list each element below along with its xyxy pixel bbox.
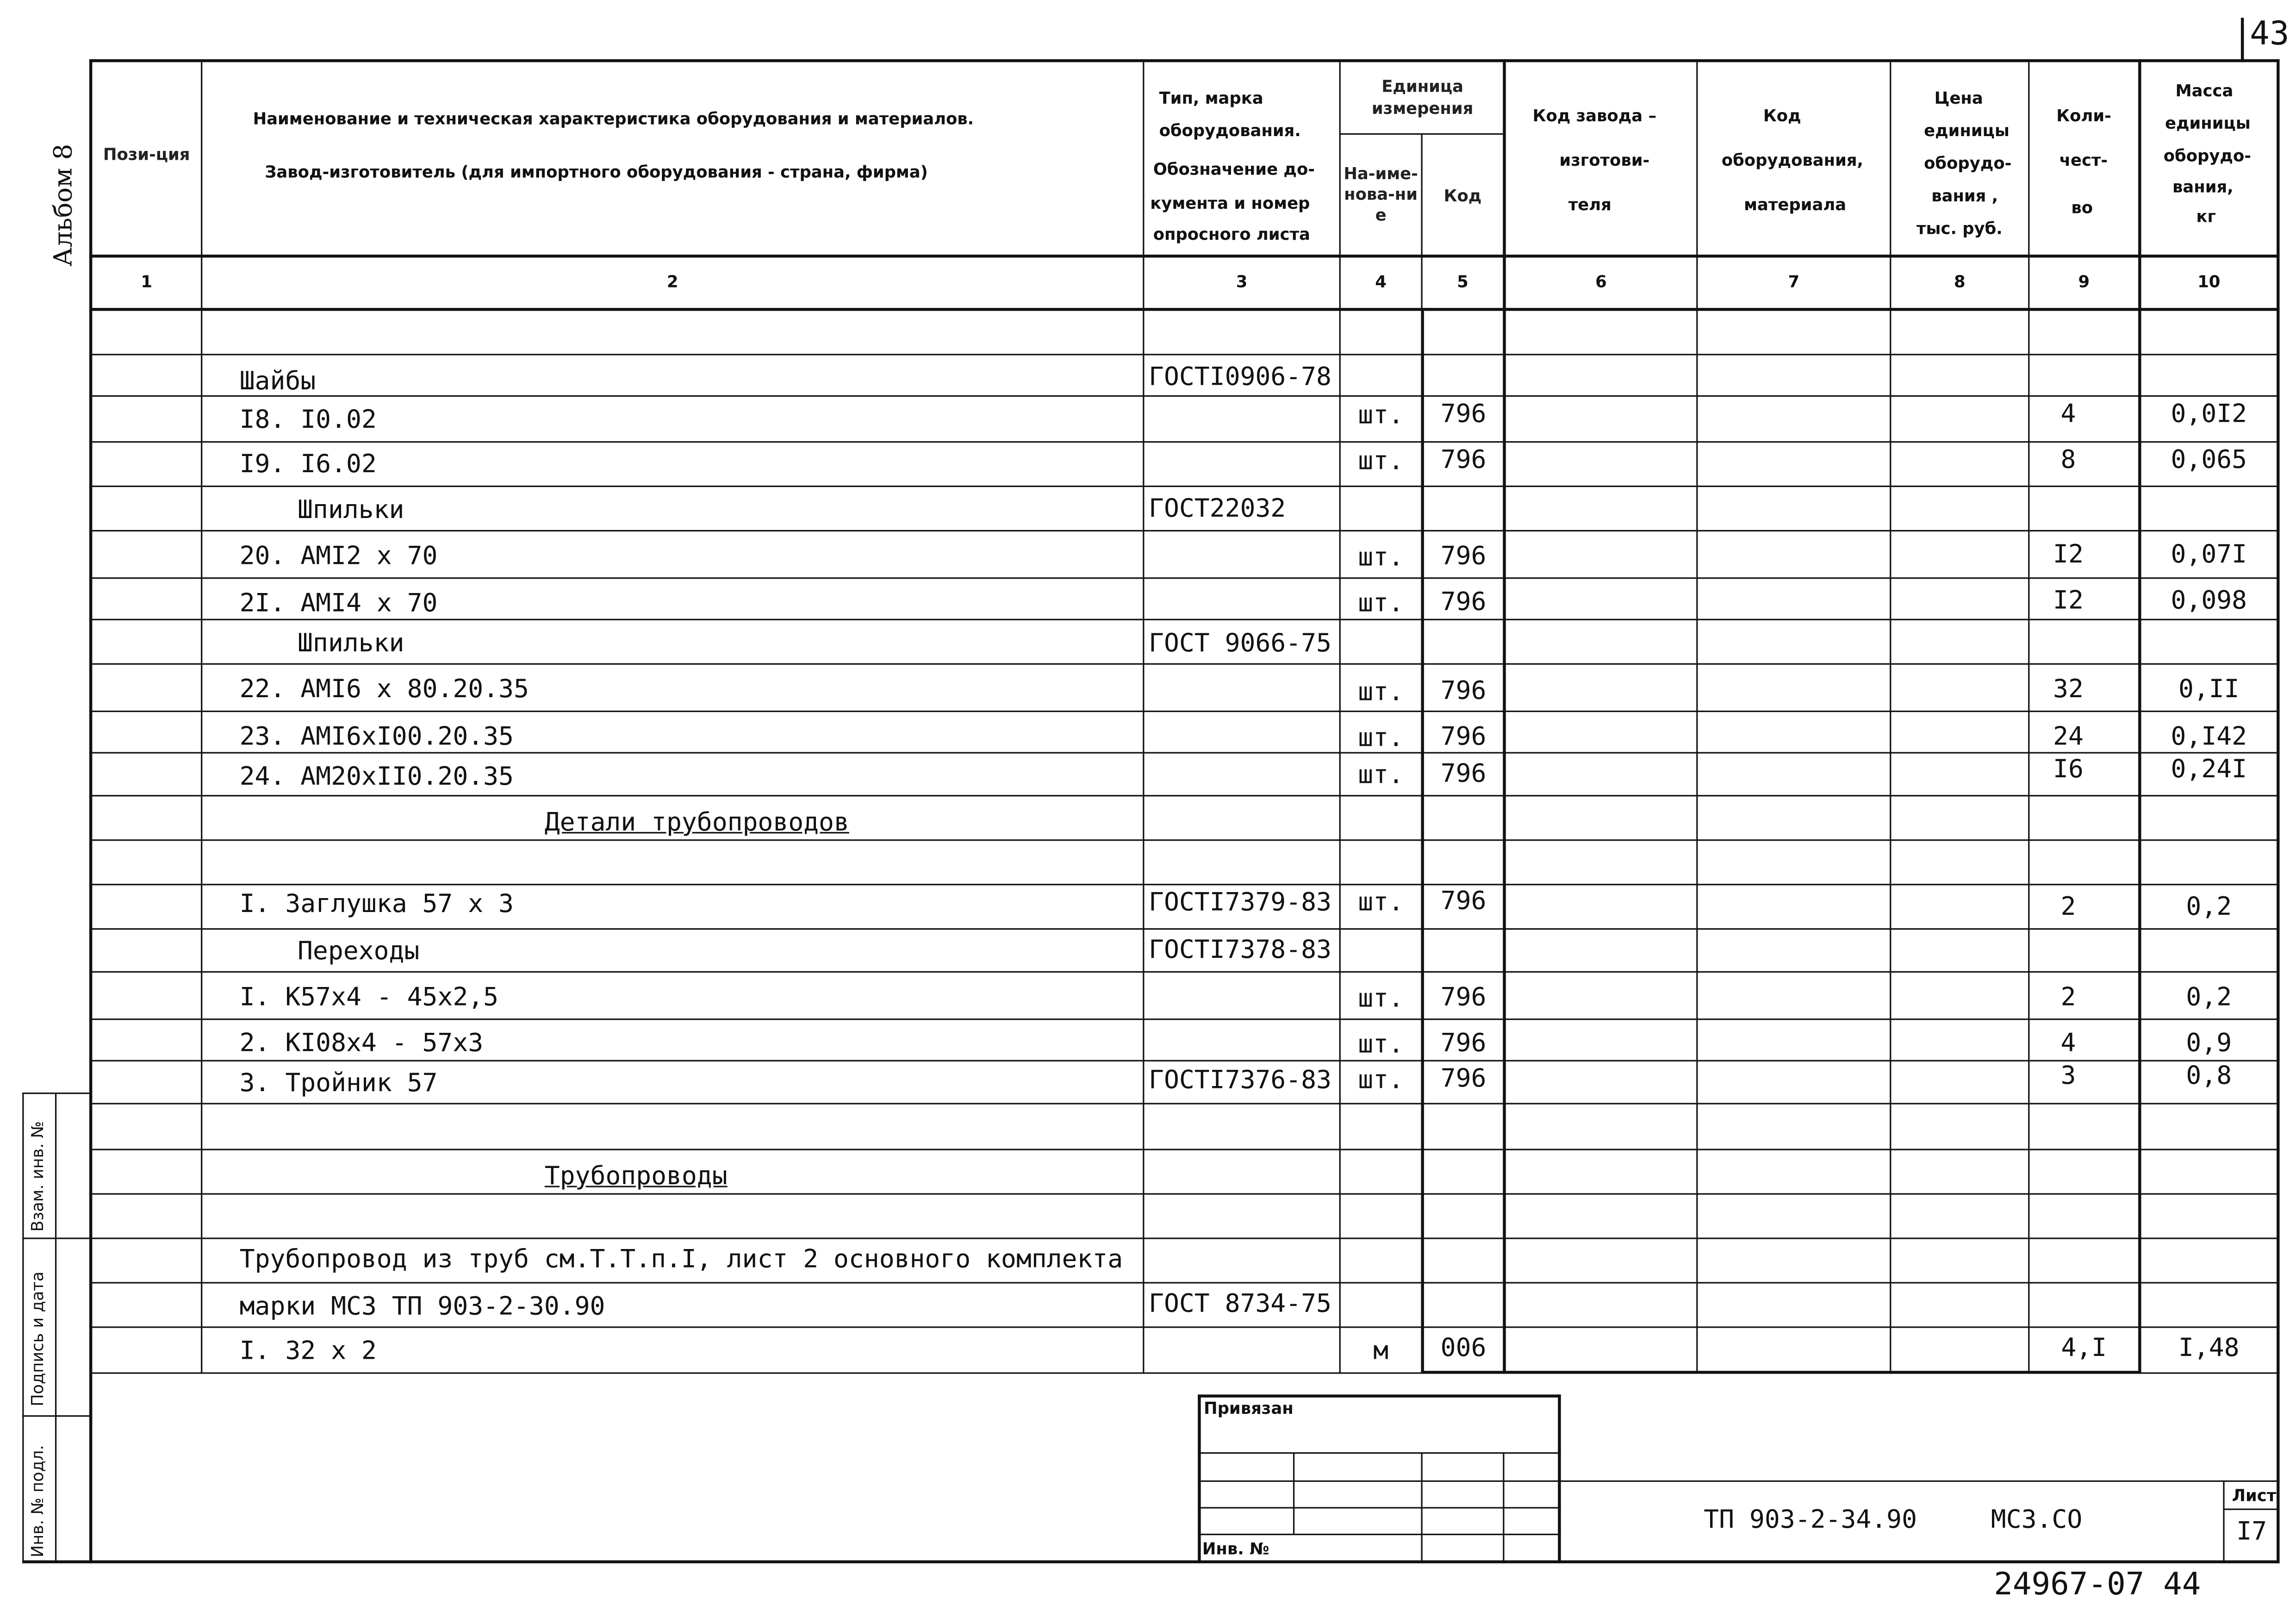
header-price-l1: Цена — [1934, 88, 1983, 108]
col-number: 8 — [1954, 272, 1966, 292]
col-line-1 — [201, 59, 202, 1374]
header-name-line1: Наименование и техническая характеристика оборудования и материалов. — [253, 109, 974, 129]
row-unit: шт. — [1358, 888, 1404, 918]
frame-top — [89, 59, 2280, 62]
row-mass: I,48 — [2178, 1334, 2240, 1364]
row-mass: 0,8 — [2186, 1061, 2232, 1091]
row-doc: ГОСТ 9066-75 — [1149, 629, 1332, 659]
row-line — [89, 971, 2280, 973]
header-eqcode-l1: Код — [1763, 106, 1801, 126]
header-qty-l2: чест- — [2059, 151, 2108, 170]
row-unit: шт. — [1358, 447, 1404, 477]
row-qty: 3 — [2060, 1061, 2076, 1091]
row-name: 23. АМI6хI00.20.35 — [239, 722, 514, 752]
header-type-l3: Обозначение до- — [1153, 160, 1315, 179]
stamp-inv-no: Инв. № — [1202, 1539, 1269, 1559]
stamp-line — [1558, 1394, 1561, 1563]
stamp-line — [2223, 1480, 2224, 1563]
row-code: 796 — [1440, 542, 1487, 572]
stamp-line — [1198, 1394, 1201, 1563]
header-mass-l2: единицы — [2165, 114, 2251, 133]
row-name: I. Заглушка 57 х 3 — [239, 889, 514, 919]
row-code: 796 — [1440, 676, 1487, 706]
row-unit: шт. — [1358, 1030, 1404, 1060]
row-doc: ГОСТI7379-83 — [1149, 888, 1332, 918]
col-number: 7 — [1788, 272, 1800, 292]
header-mass-l1: Масса — [2175, 81, 2234, 101]
stamp-doc-mark: МСЗ.СО — [1991, 1505, 2083, 1536]
col-number: 4 — [1375, 272, 1387, 292]
header-unit-name: На-име-нова-ние — [1344, 164, 1418, 225]
colnum-bottom-line — [89, 308, 2280, 311]
row-code: 796 — [1440, 1064, 1487, 1094]
header-price-l4: вания , — [1931, 186, 1998, 206]
header-factory-l1: Код завода – — [1532, 106, 1657, 126]
stamp-line — [1198, 1480, 2279, 1482]
row-line — [89, 1149, 2280, 1150]
row-doc: ГОСТ 8734-75 — [1149, 1289, 1332, 1319]
row-name: Переходы — [298, 937, 420, 967]
row-line — [89, 1282, 2280, 1283]
row-unit: шт. — [1358, 984, 1404, 1014]
row-unit: шт. — [1358, 724, 1404, 754]
row-line — [89, 1237, 2280, 1239]
stamp-doc-code: ТП 903-2-34.90 — [1704, 1505, 1917, 1536]
header-price-l5: тыс. руб. — [1916, 219, 2003, 238]
row-code: 796 — [1440, 759, 1487, 789]
header-qty-l1: Коли- — [2056, 106, 2111, 126]
row-line — [89, 795, 2280, 796]
row-line — [89, 884, 2280, 885]
margin-line — [55, 1093, 56, 1563]
col-line-5 — [1503, 59, 1506, 1374]
header-bottom-line — [89, 255, 2280, 257]
header-eqcode-l3: материала — [1744, 195, 1847, 215]
row-line — [89, 395, 2280, 397]
row-qty: 4 — [2060, 1029, 2076, 1059]
row-name: 2I. АМI4 х 70 — [239, 589, 438, 619]
row-name: 3. Тройник 57 — [239, 1068, 438, 1099]
col-number: 10 — [2197, 272, 2221, 292]
col-line-2 — [1143, 59, 1144, 1374]
col-line-7 — [1890, 59, 1891, 1374]
row-name: I9. I6.02 — [239, 450, 377, 480]
col-number: 3 — [1236, 272, 1248, 292]
row-unit: шт. — [1358, 543, 1404, 573]
header-qty-l3: во — [2071, 198, 2093, 218]
row-line — [89, 1326, 2280, 1328]
row-name: 24. АМ20хII0.20.35 — [239, 762, 514, 792]
col-line-6 — [1696, 59, 1698, 1374]
row-name: I. К57х4 - 45х2,5 — [239, 983, 499, 1013]
table-bottom-line — [89, 1372, 2280, 1374]
row-qty: 4,I — [2061, 1334, 2107, 1364]
frame-right — [2277, 59, 2279, 1563]
row-code: 796 — [1440, 587, 1487, 618]
row-line — [89, 577, 2280, 579]
row-name: I8. I0.02 — [239, 406, 377, 436]
row-name: Шайбы — [239, 367, 316, 397]
row-code: 796 — [1440, 722, 1487, 752]
col-number: 6 — [1595, 272, 1607, 292]
stamp-line — [1198, 1534, 1561, 1535]
header-mass-l4: вания, — [2172, 177, 2234, 197]
col-line-8 — [2028, 59, 2029, 1374]
row-name: марки МСЗ ТП 903-2-30.90 — [239, 1292, 605, 1322]
row-line — [89, 663, 2280, 665]
col-number: 1 — [141, 272, 152, 292]
header-factory-l3: теля — [1568, 195, 1612, 215]
header-unit-code: Код — [1444, 186, 1482, 205]
row-qty: I6 — [2053, 755, 2084, 785]
header-type-l4: кумента и номер — [1150, 194, 1310, 213]
row-name: 22. АМI6 х 80.20.35 — [239, 675, 529, 705]
header-type-l1: Тип, марка — [1159, 88, 1263, 108]
row-mass: 0,II — [2178, 675, 2240, 705]
row-mass: 0,098 — [2171, 586, 2247, 616]
stamp-line — [1198, 1394, 1561, 1397]
row-doc: ГОСТI7378-83 — [1149, 936, 1332, 965]
top-number-tick — [2241, 18, 2244, 62]
row-doc: ГОСТ22032 — [1149, 494, 1286, 525]
row-qty: 32 — [2053, 675, 2084, 705]
col-number: 5 — [1457, 272, 1468, 292]
header-mass-l5: кг — [2196, 207, 2216, 227]
row-qty: 2 — [2060, 893, 2076, 923]
row-unit: шт. — [1358, 678, 1404, 708]
row-code: 796 — [1440, 1029, 1487, 1059]
header-position: Пози-ция — [103, 145, 190, 164]
margin-line — [22, 1560, 89, 1563]
row-mass: 0,0I2 — [2171, 400, 2247, 430]
margin-line — [22, 1237, 89, 1239]
stamp-list-label: Лист — [2232, 1486, 2277, 1506]
section-heading-pipe-parts: Детали трубопроводов — [544, 808, 849, 838]
stamp-line — [1503, 1452, 1504, 1563]
row-name: Трубопровод из труб см.Т.Т.п.I, лист 2 основного комплекта — [239, 1245, 1123, 1275]
row-line — [89, 839, 2280, 841]
row-code: 796 — [1440, 887, 1487, 917]
stamp-line — [1198, 1452, 1561, 1454]
row-qty: 2 — [2060, 983, 2076, 1013]
row-line — [89, 1103, 2280, 1104]
row-qty: I2 — [2053, 586, 2084, 616]
stamp-list-number: I7 — [2236, 1517, 2267, 1547]
header-name-line2: Завод-изготовитель (для импортного оборудования - страна, фирма) — [265, 162, 928, 182]
col-number: 9 — [2078, 272, 2090, 292]
row-mass: 0,I42 — [2171, 722, 2247, 752]
row-qty: I2 — [2053, 540, 2084, 570]
stamp-line — [1293, 1452, 1294, 1534]
row-unit: шт. — [1358, 401, 1404, 431]
row-doc: ГОСТI0906-78 — [1149, 362, 1332, 393]
album-label: Альбом 8 — [49, 144, 79, 267]
row-mass: 0,24I — [2171, 755, 2247, 785]
row-mass: 0,065 — [2171, 445, 2247, 475]
row-line — [89, 752, 2280, 753]
row-unit: шт. — [1358, 589, 1404, 619]
bottom-number: 24967-07 44 — [1994, 1566, 2201, 1602]
stamp-line — [2223, 1509, 2279, 1510]
margin-label-podpis: Подпись и дата — [28, 1271, 48, 1406]
row-qty: 8 — [2060, 445, 2076, 475]
col-number: 2 — [666, 272, 678, 292]
header-price-l3: оборудо- — [1924, 154, 2012, 174]
row-code: 006 — [1440, 1334, 1487, 1364]
row-name: Шпильки — [298, 496, 404, 526]
row-line — [89, 928, 2280, 930]
row-doc: ГОСТI7376-83 — [1149, 1066, 1332, 1096]
header-price-l2: единицы — [1924, 121, 2010, 141]
row-qty: 4 — [2060, 400, 2076, 430]
row-unit: м — [1373, 1337, 1389, 1367]
row-code: 796 — [1440, 400, 1487, 430]
row-mass: 0,9 — [2186, 1029, 2232, 1059]
header-type-l5: опросного листа — [1153, 225, 1310, 244]
frame-bottom — [89, 1560, 2280, 1563]
header-unit-group: Единица измерения — [1371, 77, 1474, 119]
row-qty: 24 — [2053, 722, 2084, 752]
margin-line — [22, 1093, 24, 1563]
row-name: I. 32 х 2 — [239, 1337, 377, 1367]
row-code: 796 — [1440, 445, 1487, 475]
margin-label-inv-podl: Инв. № подл. — [28, 1445, 48, 1558]
sheet-top-number: 43 — [2250, 16, 2290, 54]
header-factory-l2: изготови- — [1559, 151, 1650, 170]
header-type-l2: оборудования. — [1159, 121, 1301, 141]
row-name: Шпильки — [298, 629, 404, 659]
col-line-3 — [1339, 59, 1341, 1374]
row-mass: 0,2 — [2186, 893, 2232, 923]
row-line — [89, 530, 2280, 531]
row-name: 20. АМI2 х 70 — [239, 542, 438, 572]
row-line — [89, 441, 2280, 443]
row-mass: 0,2 — [2186, 983, 2232, 1013]
stamp-privyazan: Привязан — [1204, 1399, 1294, 1418]
row-code: 796 — [1440, 983, 1487, 1013]
margin-line — [22, 1415, 89, 1417]
margin-label-vzam: Взам. инв. № — [28, 1121, 48, 1232]
row-line — [89, 619, 2280, 620]
row-line — [89, 1060, 2280, 1062]
section-heading-pipelines: Трубопроводы — [544, 1162, 728, 1192]
row-unit: шт. — [1358, 761, 1404, 791]
row-line — [89, 486, 2280, 487]
stamp-line — [1198, 1507, 1561, 1508]
row-line — [89, 1193, 2280, 1194]
row-mass: 0,07I — [2171, 540, 2247, 570]
row-unit: шт. — [1358, 1066, 1404, 1096]
row-line — [89, 354, 2280, 355]
header-eqcode-l2: оборудования, — [1721, 151, 1864, 170]
row-line — [89, 1018, 2280, 1020]
row-name: 2. КI08х4 - 57х3 — [239, 1029, 484, 1059]
row-line — [89, 711, 2280, 712]
col-line-9 — [2138, 59, 2141, 1374]
header-mass-l3: оборудо- — [2163, 146, 2251, 166]
stamp-line — [1421, 1452, 1422, 1563]
